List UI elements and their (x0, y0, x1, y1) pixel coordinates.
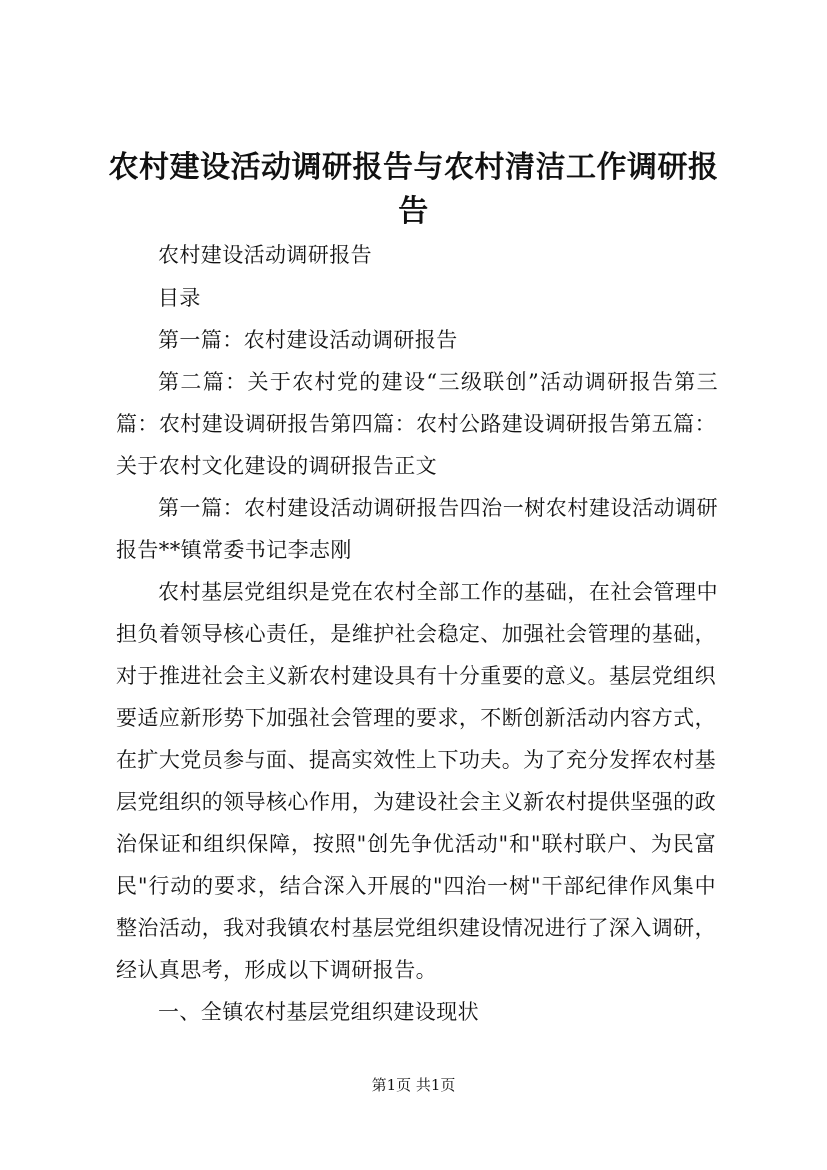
body-line: 要适应新形势下加强社会管理的要求，不断创新活动内容方式， (116, 706, 716, 730)
page-footer: 第1页 共1页 (371, 1076, 456, 1094)
body-line: 在扩大党员参与面、提高实效性上下功夫。为了充分发挥农村基 (116, 748, 716, 772)
body-line: 层党组织的领导核心作用，为建设社会主义新农村提供坚强的政 (116, 790, 716, 814)
body-line: 对于推进社会主义新农村建设具有十分重要的意义。基层党组织 (116, 664, 716, 688)
body-line-end: 经认真思考，形成以下调研报告。 (116, 958, 437, 982)
toc-item-1: 第一篇：农村建设活动调研报告 (158, 328, 458, 352)
subsection-heading: 一、全镇农村基层党组织建设现状 (158, 1000, 479, 1024)
toc-item-2-end: 关于农村文化建设的调研报告正文 (116, 454, 437, 478)
body-line: 整治活动，我对我镇农村基层党组织建设情况进行了深入调研， (116, 916, 716, 940)
body-line: 农村基层党组织是党在农村全部工作的基础，在社会管理中 (158, 580, 718, 604)
toc-heading: 目录 (158, 286, 201, 310)
toc-item-2-cont: 篇：农村建设调研报告第四篇：农村公路建设调研报告第五篇： (116, 412, 716, 436)
body-line: 治保证和组织保障，按照"创先争优活动"和"联村联户、为民富 (116, 832, 716, 856)
body-line: 民"行动的要求，结合深入开展的"四治一树"干部纪律作风集中 (116, 874, 716, 898)
body-line: 担负着领导核心责任，是维护社会稳定、加强社会管理的基础， (116, 622, 716, 646)
title-line-2: 告 (398, 194, 429, 229)
title-line-1: 农村建设活动调研报告与农村清洁工作调研报 (108, 150, 719, 185)
section-heading-line-2: 报告**镇常委书记李志刚 (116, 538, 352, 562)
document-title (100, 146, 727, 234)
toc-item-2: 第二篇：关于农村党的建设“三级联创”活动调研报告第三 (158, 370, 718, 394)
section-heading-line-1: 第一篇：农村建设活动调研报告四治一树农村建设活动调研 (158, 496, 718, 520)
subtitle: 农村建设活动调研报告 (158, 243, 372, 267)
